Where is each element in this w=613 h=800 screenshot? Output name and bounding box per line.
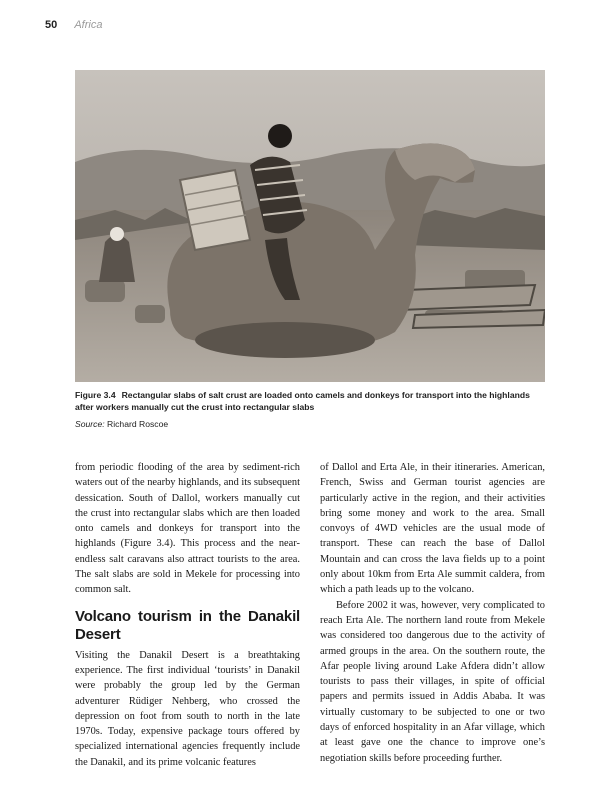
figure-label: Figure 3.4 <box>75 390 116 400</box>
source-text: Richard Roscoe <box>107 419 169 429</box>
page-number: 50 <box>45 19 58 31</box>
figure-caption-text: Rectangular slabs of salt crust are loaded onto camels and donkeys for transport into the highlands after workers manually cut the crust into rectangular slabs <box>75 390 530 412</box>
left-paragraph-2: Visiting the Danakil Desert is a breathtaking experience. The first individual ‘tourists’ in Danakil were probably the group led by the German adventurer Rüdiger Nehberg, who crossed the depression on foot from south to north in the late 1970s. Today, expensive package tours offered by specialized international agencies frequently include the Danakil, and its prime volcanic features <box>75 649 300 768</box>
section-heading: Volcano tourism in the Danakil Desert <box>75 607 300 643</box>
left-column <box>75 460 300 770</box>
running-head <box>45 19 102 31</box>
section-title: Africa <box>74 19 103 31</box>
right-paragraph-2: Before 2002 it was, however, very complicated to reach Erta Ale. The northern land route from Mekele was considered too dangerous due to the activity of armed groups in the area. On the southern route, the Afar people living around Lake Afdera didn’t allow tourists to pass their villages, in spite of official papers and permits issued in Addis Ababa. It was virtually customary to be subjected to one or two days of enforced hospitality in an Afar village, which at least gave one the chance to improve one’s negotiation skills before proceeding further. <box>320 599 545 764</box>
figure-caption <box>75 389 545 413</box>
figure-photo <box>75 70 545 382</box>
left-paragraph-1: from periodic flooding of the area by sediment-rich waters out of the nearby highlands, and its subsequent dessication. South of Dallol, workers manually cut the crust into rectangular slabs which are then loaded onto camels and donkeys for transport into the highlands (Figure 3.4). This process and the near-endless salt caravans also attract tourists to the area. The salt slabs are sold in Mekele for processing into common salt. <box>75 462 300 596</box>
figure-source <box>75 419 168 429</box>
right-column <box>320 460 545 766</box>
right-paragraph-1: of Dallol and Erta Ale, in their itineraries. American, French, Swiss and German tourist agencies are particularly active in the region, and their activities bring some money and work to the area. Small convoys of 4WD vehicles are the usual mode of transport. These can reach the base of Dallol Mountain and can cross the lava fields up to a point only about 10km from Erta Ale summit caldera, from which a path leads up to the volcano. <box>320 462 545 596</box>
source-label: Source: <box>75 419 105 429</box>
